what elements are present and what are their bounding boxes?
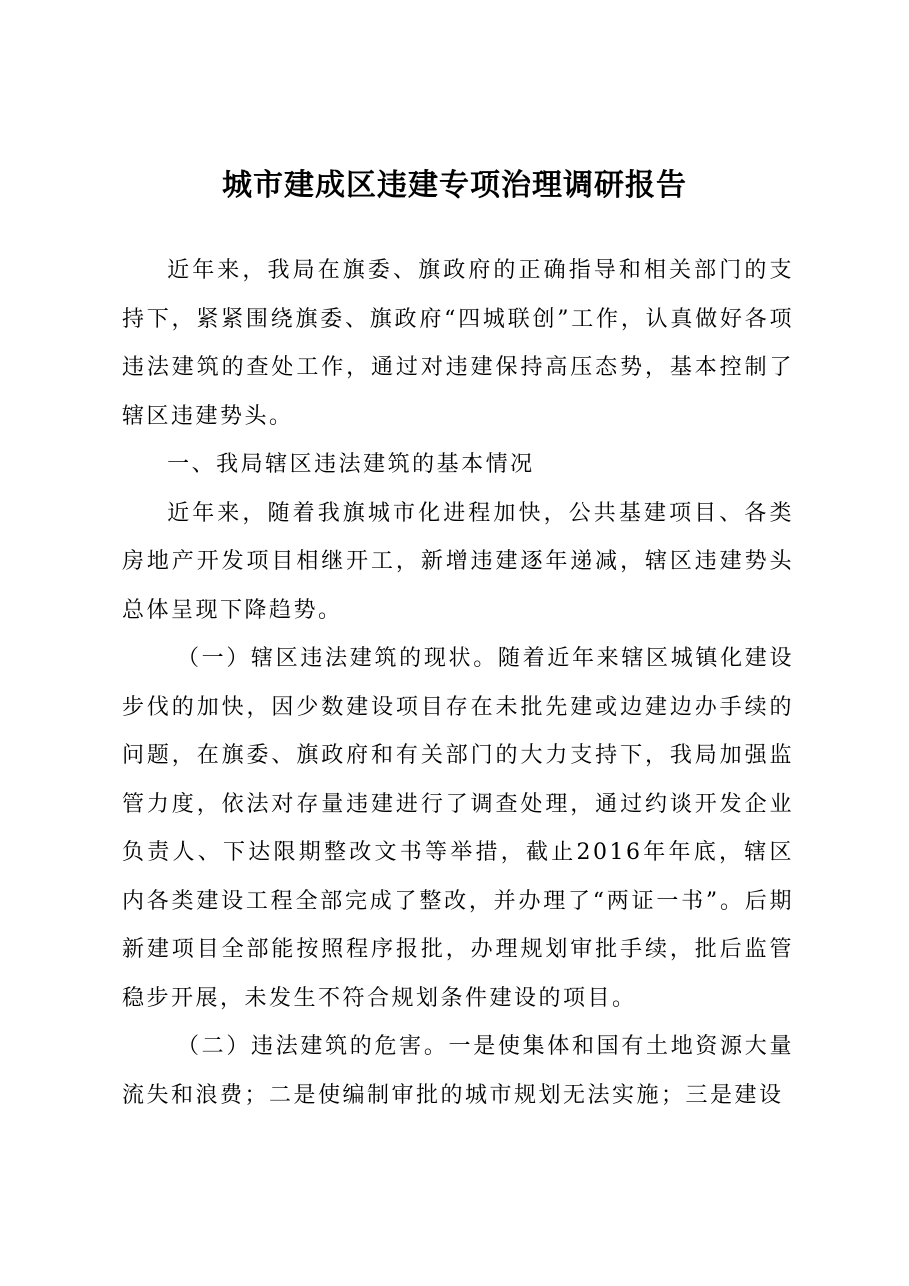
section-heading-1: 一、我局辖区违法建筑的基本情况 — [167, 452, 535, 477]
paragraph-subsection-2: （二）违法建筑的危害。一是使集体和国有土地资源大量流失和浪费；二是使编制审批的城市规划无法实施；三是建设 — [122, 1034, 794, 1108]
paragraph-intro: 近年来，我局在旗委、旗政府的正确指导和相关部门的支持下，紧紧围绕旗委、旗政府“四城联创”工作，认真做好各项违法建筑的查处工作，通过对违建保持高压态势，基本控制了辖区违建势头。 — [122, 258, 794, 429]
document-title: 城市建成区违建专项治理调研报告 — [222, 168, 687, 203]
paragraph-overview: 近年来，随着我旗城市化进程加快，公共基建项目、各类房地产开发项目相继开工，新增违建逐年递减，辖区违建势头总体呈现下降趋势。 — [122, 500, 794, 623]
document-body — [122, 247, 794, 1120]
paragraph-subsection-1: （一）辖区违法建筑的现状。随着近年来辖区城镇化建设步伐的加快，因少数建设项目存在未批先建或边建边办手续的问题，在旗委、旗政府和有关部门的大力支持下，我局加强监管力度，依法对存量违建进行了调查处理，通过约谈开发企业负责人、下达限期整改文书等举措，截止2016年年底，辖区内各类建设工程全部完成了整改，并办理了“两证一书”。后期新建项目全部能按照程序报批，办理规划审批手续，批后监管稳步开展，未发生不符合规划条件建设的项目。 — [122, 646, 794, 1011]
